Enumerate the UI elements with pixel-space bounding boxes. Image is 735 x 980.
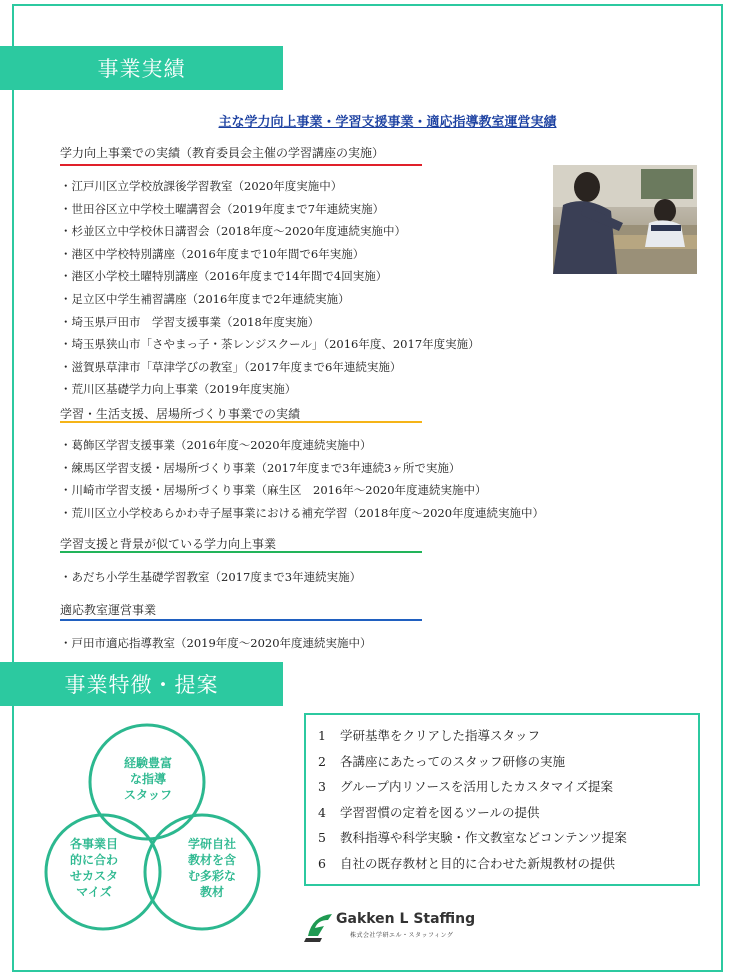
feature-number: 1: [318, 728, 326, 743]
venn-label-right-line: 学研自社: [187, 837, 236, 851]
list-item: ・埼玉県戸田市 学習支援事業（2018年度実施）: [60, 314, 320, 329]
venn-label-left-line: マイズ: [76, 885, 112, 899]
feature-text: 学習習慣の定着を図るツールの提供: [340, 804, 540, 820]
feature-box: [304, 713, 700, 886]
list-item: ・葛飾区学習支援事業（2016年度～2020年度連続実施中）: [60, 438, 372, 452]
venn-label-left: [62, 836, 126, 900]
list-item: ・足立区中学生補習講座（2016年度まで2年連続実施）: [60, 291, 350, 306]
list-item: ・杉並区立中学校休日講習会（2018年度～2020年度連続実施中）: [60, 224, 407, 239]
venn-label-left-line: 各事業目: [69, 837, 118, 851]
group-list-support: [60, 434, 544, 524]
list-item: ・練馬区学習支援・居場所づくり事業（2017年度まで3年連続3ヶ所で実施）: [60, 460, 461, 475]
section-title-results: [0, 46, 283, 90]
section-title-results-text: 事業実績: [97, 57, 186, 81]
logo-subtitle: 株式会社学研エル・スタッフィング: [350, 932, 454, 939]
group-rule-green: [60, 551, 422, 553]
group-list-similar: [60, 566, 361, 589]
feature-text: 教科指導や科学実験・作文教室などコンテンツ提案: [340, 830, 627, 846]
gakken-logo-icon: [302, 908, 338, 944]
list-item: ・世田谷区立中学校土曜講習会（2019年度まで7年連続実施）: [60, 201, 385, 216]
section-title-features-text: 事業特徴・提案: [64, 673, 219, 697]
venn-label-top-line: 経験豊富: [123, 756, 172, 770]
section-title-features: [0, 662, 283, 706]
list-item: ・港区中学校特別講座（2016年度まで10年間で6年実施）: [60, 246, 365, 261]
feature-number: 6: [318, 855, 326, 871]
group-rule-yellow: [60, 421, 422, 423]
feature-text: 自社の既存教材と目的に合わせた新規教材の提供: [340, 855, 616, 871]
venn-label-top-line: な指導: [129, 772, 166, 786]
feature-item: [318, 774, 627, 800]
venn-label-right-line: む多彩な: [187, 869, 236, 883]
group-heading-support: 学習・生活支援、居場所づくり事業での実績: [60, 407, 301, 421]
subtitle: [0, 111, 735, 130]
list-item: ・埼玉県狭山市「さやまっ子・茶レンジスクール」（2016年度、2017年度実施）: [60, 337, 480, 352]
venn-label-right-line: 教材を含: [187, 853, 236, 867]
group-list-academic: [60, 175, 480, 401]
list-item: ・港区小学校土曜特別講座（2016年度まで14年間で4回実施）: [60, 269, 388, 284]
venn-diagram: [40, 720, 270, 935]
group-rule-blue: [60, 619, 422, 621]
feature-number: 3: [318, 779, 326, 795]
venn-label-left-line: 的に合わ: [69, 853, 118, 867]
list-item: ・川崎市学習支援・居場所づくり事業（麻生区 2016年～2020年度連続実施中）: [60, 483, 487, 498]
feature-item: [318, 800, 627, 826]
list-item: ・あだち小学生基礎学習教室（2017度まで3年連続実施）: [60, 570, 362, 584]
venn-label-left-line: せカスタ: [69, 869, 118, 883]
group-heading-academic: 学力向上事業での実績（教育委員会主催の学習講座の実施）: [60, 146, 385, 160]
feature-item: [318, 723, 627, 749]
feature-list: [318, 723, 627, 877]
list-item: ・江戸川区立学校放課後学習教室（2020年度実施中）: [60, 179, 343, 193]
feature-text: 学研基準をクリアした指導スタッフ: [340, 728, 541, 743]
feature-text: グループ内リソースを活用したカスタマイズ提案: [340, 779, 614, 795]
venn-label-top: [118, 755, 178, 803]
feature-item: [318, 825, 627, 851]
feature-number: 5: [318, 830, 326, 846]
venn-label-top-line: スタッフ: [123, 788, 172, 802]
classroom-photo-illustration: [553, 165, 697, 274]
list-item: ・荒川区基礎学力向上事業（2019年度実施）: [60, 382, 297, 397]
company-logo: [302, 908, 476, 944]
group-heading-similar: 学習支援と背景が似ている学力向上事業: [60, 537, 277, 551]
venn-label-right-line: 教材: [199, 885, 224, 899]
subtitle-text: 主な学力向上事業・学習支援事業・適応指導教室運営実績: [218, 115, 557, 130]
classroom-photo: [553, 165, 697, 274]
venn-label-right: [180, 836, 244, 900]
feature-number: 2: [318, 753, 326, 769]
feature-item: [318, 749, 627, 775]
group-heading-adaptive: 適応教室運営事業: [60, 603, 157, 617]
feature-item: [318, 851, 627, 877]
venn-circles: [40, 720, 270, 935]
logo-name: Gakken L Staffing: [336, 911, 476, 927]
group-rule-red: [60, 164, 422, 166]
list-item: ・滋賀県草津市「草津学びの教室」（2017年度まで6年連続実施）: [60, 359, 402, 374]
feature-number: 4: [318, 804, 326, 820]
list-item: ・荒川区立小学校あらかわ寺子屋事業における補充学習（2018年度～2020年度連続実施中）: [60, 505, 545, 520]
feature-text: 各講座にあたってのスタッフ研修の実施: [340, 753, 566, 769]
list-item: ・戸田市適応指導教室（2019年度～2020年度連続実施中）: [60, 636, 372, 650]
group-list-adaptive: [60, 632, 372, 655]
